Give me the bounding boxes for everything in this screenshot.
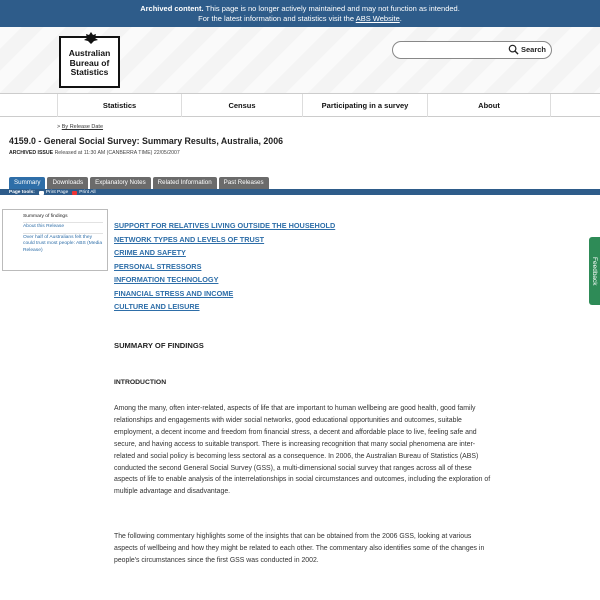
archive-notice-text: This page is no longer actively maintained and may not function as intended. <box>205 4 460 13</box>
intro-paragraph-2: The following commentary highlights some of the insights that can be obtained from the 2006 GSS, looking at various aspects of wellbeing and how they might be related to each other. The commentary also identifies some of the changes in people's circumstances since the first GSS was conducted in 2002. <box>114 533 485 564</box>
breadcrumb-by-release-date[interactable]: By Release Date <box>61 124 104 130</box>
feedback-label: Feedback <box>591 256 598 286</box>
main-nav <box>0 93 600 117</box>
toc-link-financial-stress[interactable]: FINANCIAL STRESS AND INCOME <box>114 288 234 298</box>
archive-notice-line1 <box>0 4 600 14</box>
archive-banner <box>0 0 600 27</box>
logo-line-3: Statistics <box>70 67 109 77</box>
archive-notice-line2 <box>0 14 600 24</box>
print-page-link[interactable] <box>39 190 68 195</box>
archive-notice-title: Archived content. <box>140 4 204 13</box>
search-icon <box>508 44 519 55</box>
toc-link-information-technology[interactable]: INFORMATION TECHNOLOGY <box>114 275 219 284</box>
archive-notice-prefix: For the latest information and statistics visit the <box>198 14 355 23</box>
nav-item-participating[interactable] <box>302 94 427 117</box>
feedback-button[interactable] <box>589 237 600 305</box>
breadcrumb <box>57 124 103 130</box>
print-page-label: Print Page <box>45 190 69 195</box>
nav-item-census[interactable] <box>181 94 302 117</box>
toc-link-support-relatives[interactable]: SUPPORT FOR RELATIVES LIVING OUTSIDE THE HOUSEHOLD <box>114 221 336 230</box>
page-title: 4159.0 - General Social Survey: Summary Results, Australia, 2006 <box>9 136 283 146</box>
release-time: Released at 11:30 AM (CANBERRA TIME) 22/05/2007 <box>54 150 180 156</box>
logo-text <box>61 49 118 78</box>
feedback-label-wrap <box>589 237 600 305</box>
issue-line <box>9 150 180 156</box>
coat-of-arms-icon <box>83 32 99 44</box>
logo-line-2: Bureau of <box>69 57 110 68</box>
search-button-label: Search <box>521 45 547 54</box>
side-panel <box>2 209 108 271</box>
logo-line-1: Australian <box>68 48 111 58</box>
print-icon <box>39 191 44 195</box>
print-all-link[interactable] <box>72 190 95 195</box>
side-item-summary-of-findings[interactable]: Summary of findings <box>23 213 103 223</box>
tab-summary[interactable]: Summary <box>9 177 45 189</box>
tab-related-information[interactable]: Related Information <box>153 177 217 189</box>
introduction-heading: INTRODUCTION <box>114 379 167 386</box>
page-tools-label: Page tools: <box>9 190 35 195</box>
tab-downloads[interactable]: Downloads <box>47 177 88 189</box>
abs-website-link[interactable]: ABS Website <box>355 14 400 23</box>
nav-item-label: Statistics <box>102 101 137 110</box>
toc-link-culture-leisure[interactable]: CULTURE AND LEISURE <box>114 302 200 311</box>
archived-issue-label: ARCHIVED ISSUE <box>9 150 54 156</box>
nav-item-about[interactable] <box>427 94 550 117</box>
tab-past-releases[interactable]: Past Releases <box>219 177 269 189</box>
nav-item-label: Participating in a survey <box>321 101 409 110</box>
intro-paragraph-1: Among the many, often inter-related, aspects of life that are important to human wellbeing are good health, good family relationships and engagements with wider social networks, good educational opportunities and outcomes, suitable employment, a decent income and freedom from financial stress, a decent and affordable place to live, feeling safe and secure, and having access to suitable transport. There is increasing recognition that many social phenomena are inter-related and social policy is becoming less sectoral as a consequence. In 2006, the Australian Bureau of Statistics (ABS) conducted the second General Social Survey (GSS), a multi-dimensional social survey that ranges across all of these aspects of life to enable analysis of the interrelationships in social circumstances and outcomes, including the exploration of multiple advantage and disadvantage. <box>114 405 491 496</box>
nav-item-label: Census <box>228 101 256 110</box>
pdf-icon <box>72 191 77 195</box>
toc-list <box>114 219 335 314</box>
toc-link-crime-safety[interactable]: CRIME AND SAFETY <box>114 248 186 257</box>
site-header <box>0 27 600 93</box>
archive-notice-suffix: . <box>399 14 402 23</box>
toc-link-network-trust[interactable]: NETWORK TYPES AND LEVELS OF TRUST <box>114 234 265 244</box>
side-item-media-release[interactable]: Over half of Australians felt they could trust most people: ABS (Media Release) <box>23 234 103 253</box>
page-tools <box>9 190 96 195</box>
summary-heading: SUMMARY OF FINDINGS <box>114 341 204 350</box>
abs-logo[interactable] <box>59 36 120 88</box>
breadcrumb-prefix: > <box>57 124 61 130</box>
toc-link-personal-stressors[interactable]: PERSONAL STRESSORS <box>114 261 202 271</box>
search-button[interactable] <box>508 44 546 55</box>
nav-divider <box>550 94 551 117</box>
tab-explanatory-notes[interactable]: Explanatory Notes <box>90 177 151 189</box>
print-all-label: Print All <box>79 190 96 195</box>
nav-item-statistics[interactable] <box>57 94 181 117</box>
side-item-about-this-release[interactable]: About this Release <box>23 223 103 233</box>
nav-item-label: About <box>478 101 500 110</box>
